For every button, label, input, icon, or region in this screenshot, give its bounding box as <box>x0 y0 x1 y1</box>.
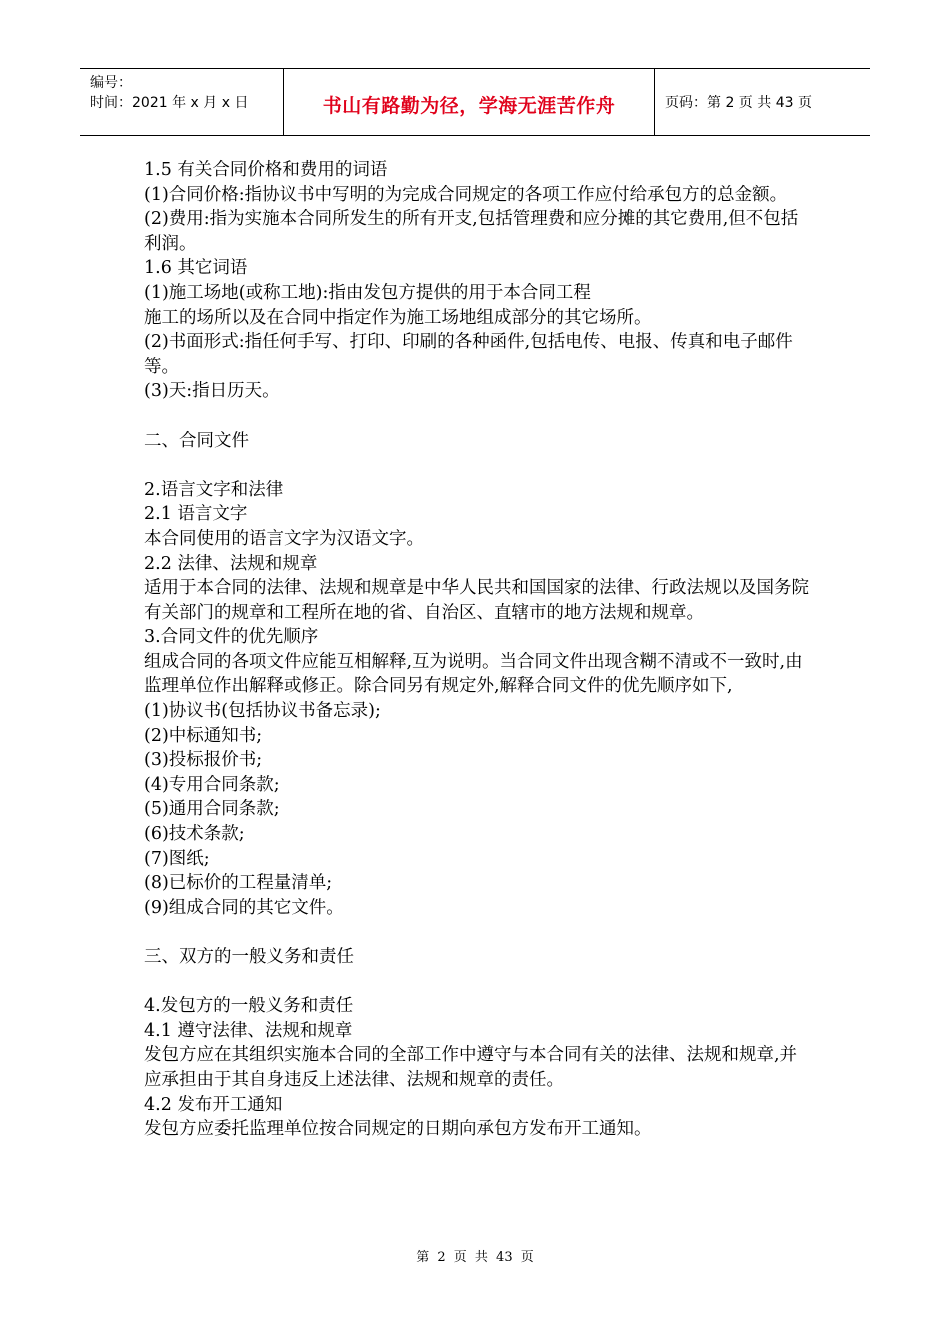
body-paragraph: (7)图纸; <box>144 848 210 869</box>
body-paragraph: 4.1 遵守法律、法规和规章 <box>144 1020 353 1041</box>
document-number-label: 编号： <box>90 75 132 91</box>
body-paragraph: (3)天:指日历天。 <box>144 381 280 402</box>
body-paragraph: 三、双方的一般义务和责任 <box>144 947 354 967</box>
header-motto: 书山有路勤为径，学海无涯苦作舟 <box>322 94 616 117</box>
body-paragraph: (3)投标报价书; <box>144 750 263 771</box>
body-paragraph: (4)专用合同条款; <box>144 774 280 795</box>
body-paragraph: 2.2 法律、法规和规章 <box>144 553 318 574</box>
body-paragraph: (2)费用:指为实施本合同所发生的所有开支,包括管理费和应分摊的其它费用,但不包括利润。 <box>144 209 799 254</box>
header-motto-cell <box>283 69 655 135</box>
body-paragraph: (2)书面形式:指任何手写、打印、印刷的各种函件,包括电传、电报、传真和电子邮件等。 <box>144 332 793 377</box>
body-paragraph: (8)已标价的工程量清单; <box>144 873 333 894</box>
page-header <box>80 68 870 136</box>
body-paragraph: 二、合同文件 <box>144 430 249 451</box>
blank-line <box>144 920 814 945</box>
page-footer <box>0 1246 950 1265</box>
body-paragraph: 发包方应委托监理单位按合同规定的日期向承包方发布开工通知。 <box>144 1119 652 1140</box>
blank-line <box>144 970 814 995</box>
body-paragraph: (5)通用合同条款; <box>144 799 280 820</box>
document-date-label: 时间：2021 年 x 月 x 日 <box>90 95 249 111</box>
header-page-cell <box>655 69 870 135</box>
body-paragraph: 1.6 其它词语 <box>144 258 248 279</box>
body-paragraph: 组成合同的各项文件应能互相解释,互为说明。当合同文件出现含糊不清或不一致时,由监理单位作出解释或修正。除合同另有规定外,解释合同文件的优先顺序如下, <box>144 651 803 697</box>
body-paragraph: (1)施工场地(或称工地):指由发包方提供的用于本合同工程 <box>144 282 591 303</box>
body-paragraph: 4.2 发布开工通知 <box>144 1094 283 1115</box>
document-body <box>144 158 814 1142</box>
body-paragraph: 3.合同文件的优先顺序 <box>144 627 319 648</box>
body-paragraph: (9)组成合同的其它文件。 <box>144 897 344 918</box>
body-paragraph: 1.5 有关合同价格和费用的词语 <box>144 160 388 180</box>
body-paragraph: (1)协议书(包括协议书备忘录); <box>144 701 381 722</box>
header-meta <box>80 69 283 135</box>
body-paragraph: 2.1 语言文字 <box>144 504 248 525</box>
body-paragraph: 4.发包方的一般义务和责任 <box>144 996 354 1017</box>
footer-page-number: 第 2 页 共 43 页 <box>416 1250 534 1265</box>
header-page-number: 页码：第 2 页 共 43 页 <box>665 95 812 111</box>
body-paragraph: (6)技术条款; <box>144 824 245 845</box>
blank-line <box>144 404 814 429</box>
body-paragraph: 本合同使用的语言文字为汉语文字。 <box>144 528 424 549</box>
body-paragraph: 2.语言文字和法律 <box>144 479 284 500</box>
body-paragraph: 发包方应在其组织实施本合同的全部工作中遵守与本合同有关的法律、法规和规章,并应承担由于其自身违反上述法律、法规和规章的责任。 <box>144 1045 798 1090</box>
body-paragraph: 施工的场所以及在合同中指定作为施工场地组成部分的其它场所。 <box>144 307 652 328</box>
body-paragraph: (1)合同价格:指协议书中写明的为完成合同规定的各项工作应付给承包方的总金额。 <box>144 184 788 205</box>
body-paragraph: (2)中标通知书; <box>144 725 263 746</box>
blank-line <box>144 453 814 478</box>
body-paragraph: 适用于本合同的法律、法规和规章是中华人民共和国国家的法律、行政法规以及国务院有关部门的规章和工程所在地的省、自治区、直辖市的地方法规和规章。 <box>144 578 809 623</box>
